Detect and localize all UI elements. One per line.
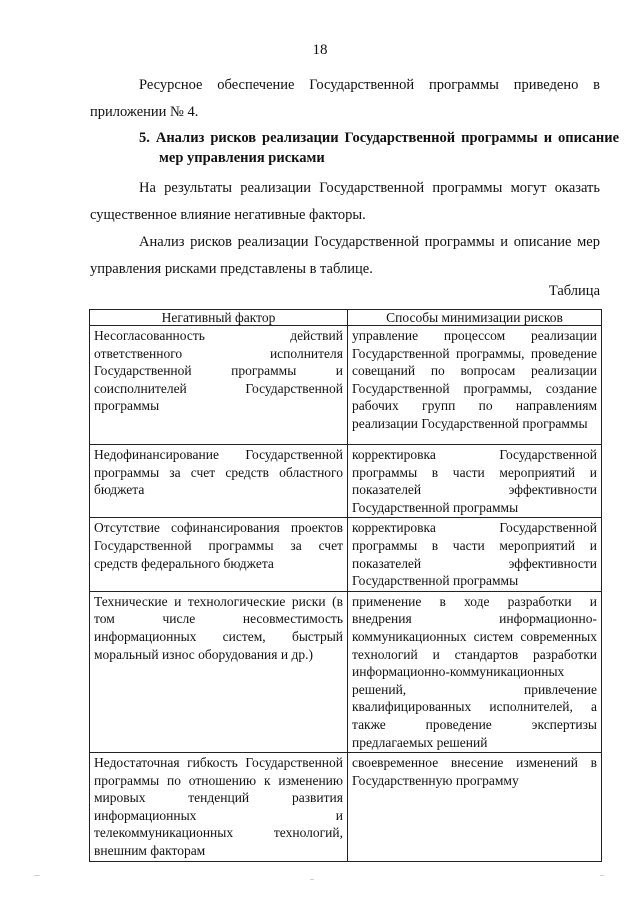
- resource-paragraph: Ресурсное обеспечение Государственной программы приведено в приложении № 4.: [90, 77, 600, 120]
- table-row: [90, 753, 602, 862]
- scan-mark: ˗˗: [310, 877, 314, 883]
- table-header-row: [90, 310, 602, 326]
- factor-cell: Технические и технологические риски (в том числе несовместимость информационных систем, быстрый моральный износ оборудования и др.): [90, 591, 348, 752]
- table-row: [90, 326, 602, 445]
- page-number: 18: [312, 42, 328, 58]
- factor-cell: Недостаточная гибкость Государственной программы по отношению к изменению мировых тенденций развития информационных и телекоммуникационных технологий, внешним факторам: [90, 753, 348, 862]
- table-label: Таблица: [548, 283, 600, 299]
- paragraph-negative-factors: На результаты реализации Государственной программы могут оказать существенное влияние негативные факторы.: [90, 180, 600, 223]
- scan-mark: ˗˗˗: [34, 873, 40, 879]
- mitigation-cell: корректировка Государственной программы в части мероприятий и показателей эффективности Государственной программы: [348, 445, 602, 518]
- factor-cell: Несогласованность действий ответственного исполнителя Государственной программы и соисполнителей Государственной программы: [90, 326, 348, 445]
- scan-mark: ˗˗: [600, 873, 604, 879]
- factor-cell: Недофинансирование Государственной программы за счет средств областного бюджета: [90, 445, 348, 518]
- table-row: [90, 445, 602, 518]
- table-row: [90, 518, 602, 591]
- paragraph-risk-analysis: Анализ рисков реализации Государственной программы и описание мер управления рисками представлены в таблице.: [90, 234, 600, 277]
- header-negative-factor: Негативный фактор: [90, 310, 348, 326]
- mitigation-cell: управление процессом реализации Государственной программы, проведение совещаний по вопросам реализации Государственной программы, создание рабочих групп по направлениям реализации Государственной программы: [348, 326, 602, 445]
- table-row: [90, 591, 602, 752]
- mitigation-cell: применение в ходе разработки и внедрения информационно-коммуникационных систем современных технологий и стандартов разработки информационно-коммуникационных решений, привлечение квалифицированных исполнителей, а также проведение экспертизы предлагаемых решений: [348, 591, 602, 752]
- mitigation-cell: своевременное внесение изменений в Государственную программу: [348, 753, 602, 862]
- section-heading: 5. Анализ рисков реализации Государственной программы и описание мер управления рисками: [139, 130, 619, 166]
- mitigation-cell: корректировка Государственной программы в части мероприятий и показателей эффективности Государственной программы: [348, 518, 602, 591]
- factor-cell: Отсутствие софинансирования проектов Государственной программы за счет средств федерального бюджета: [90, 518, 348, 591]
- risk-table: [89, 309, 602, 862]
- header-mitigation-methods: Способы минимизации рисков: [348, 310, 602, 326]
